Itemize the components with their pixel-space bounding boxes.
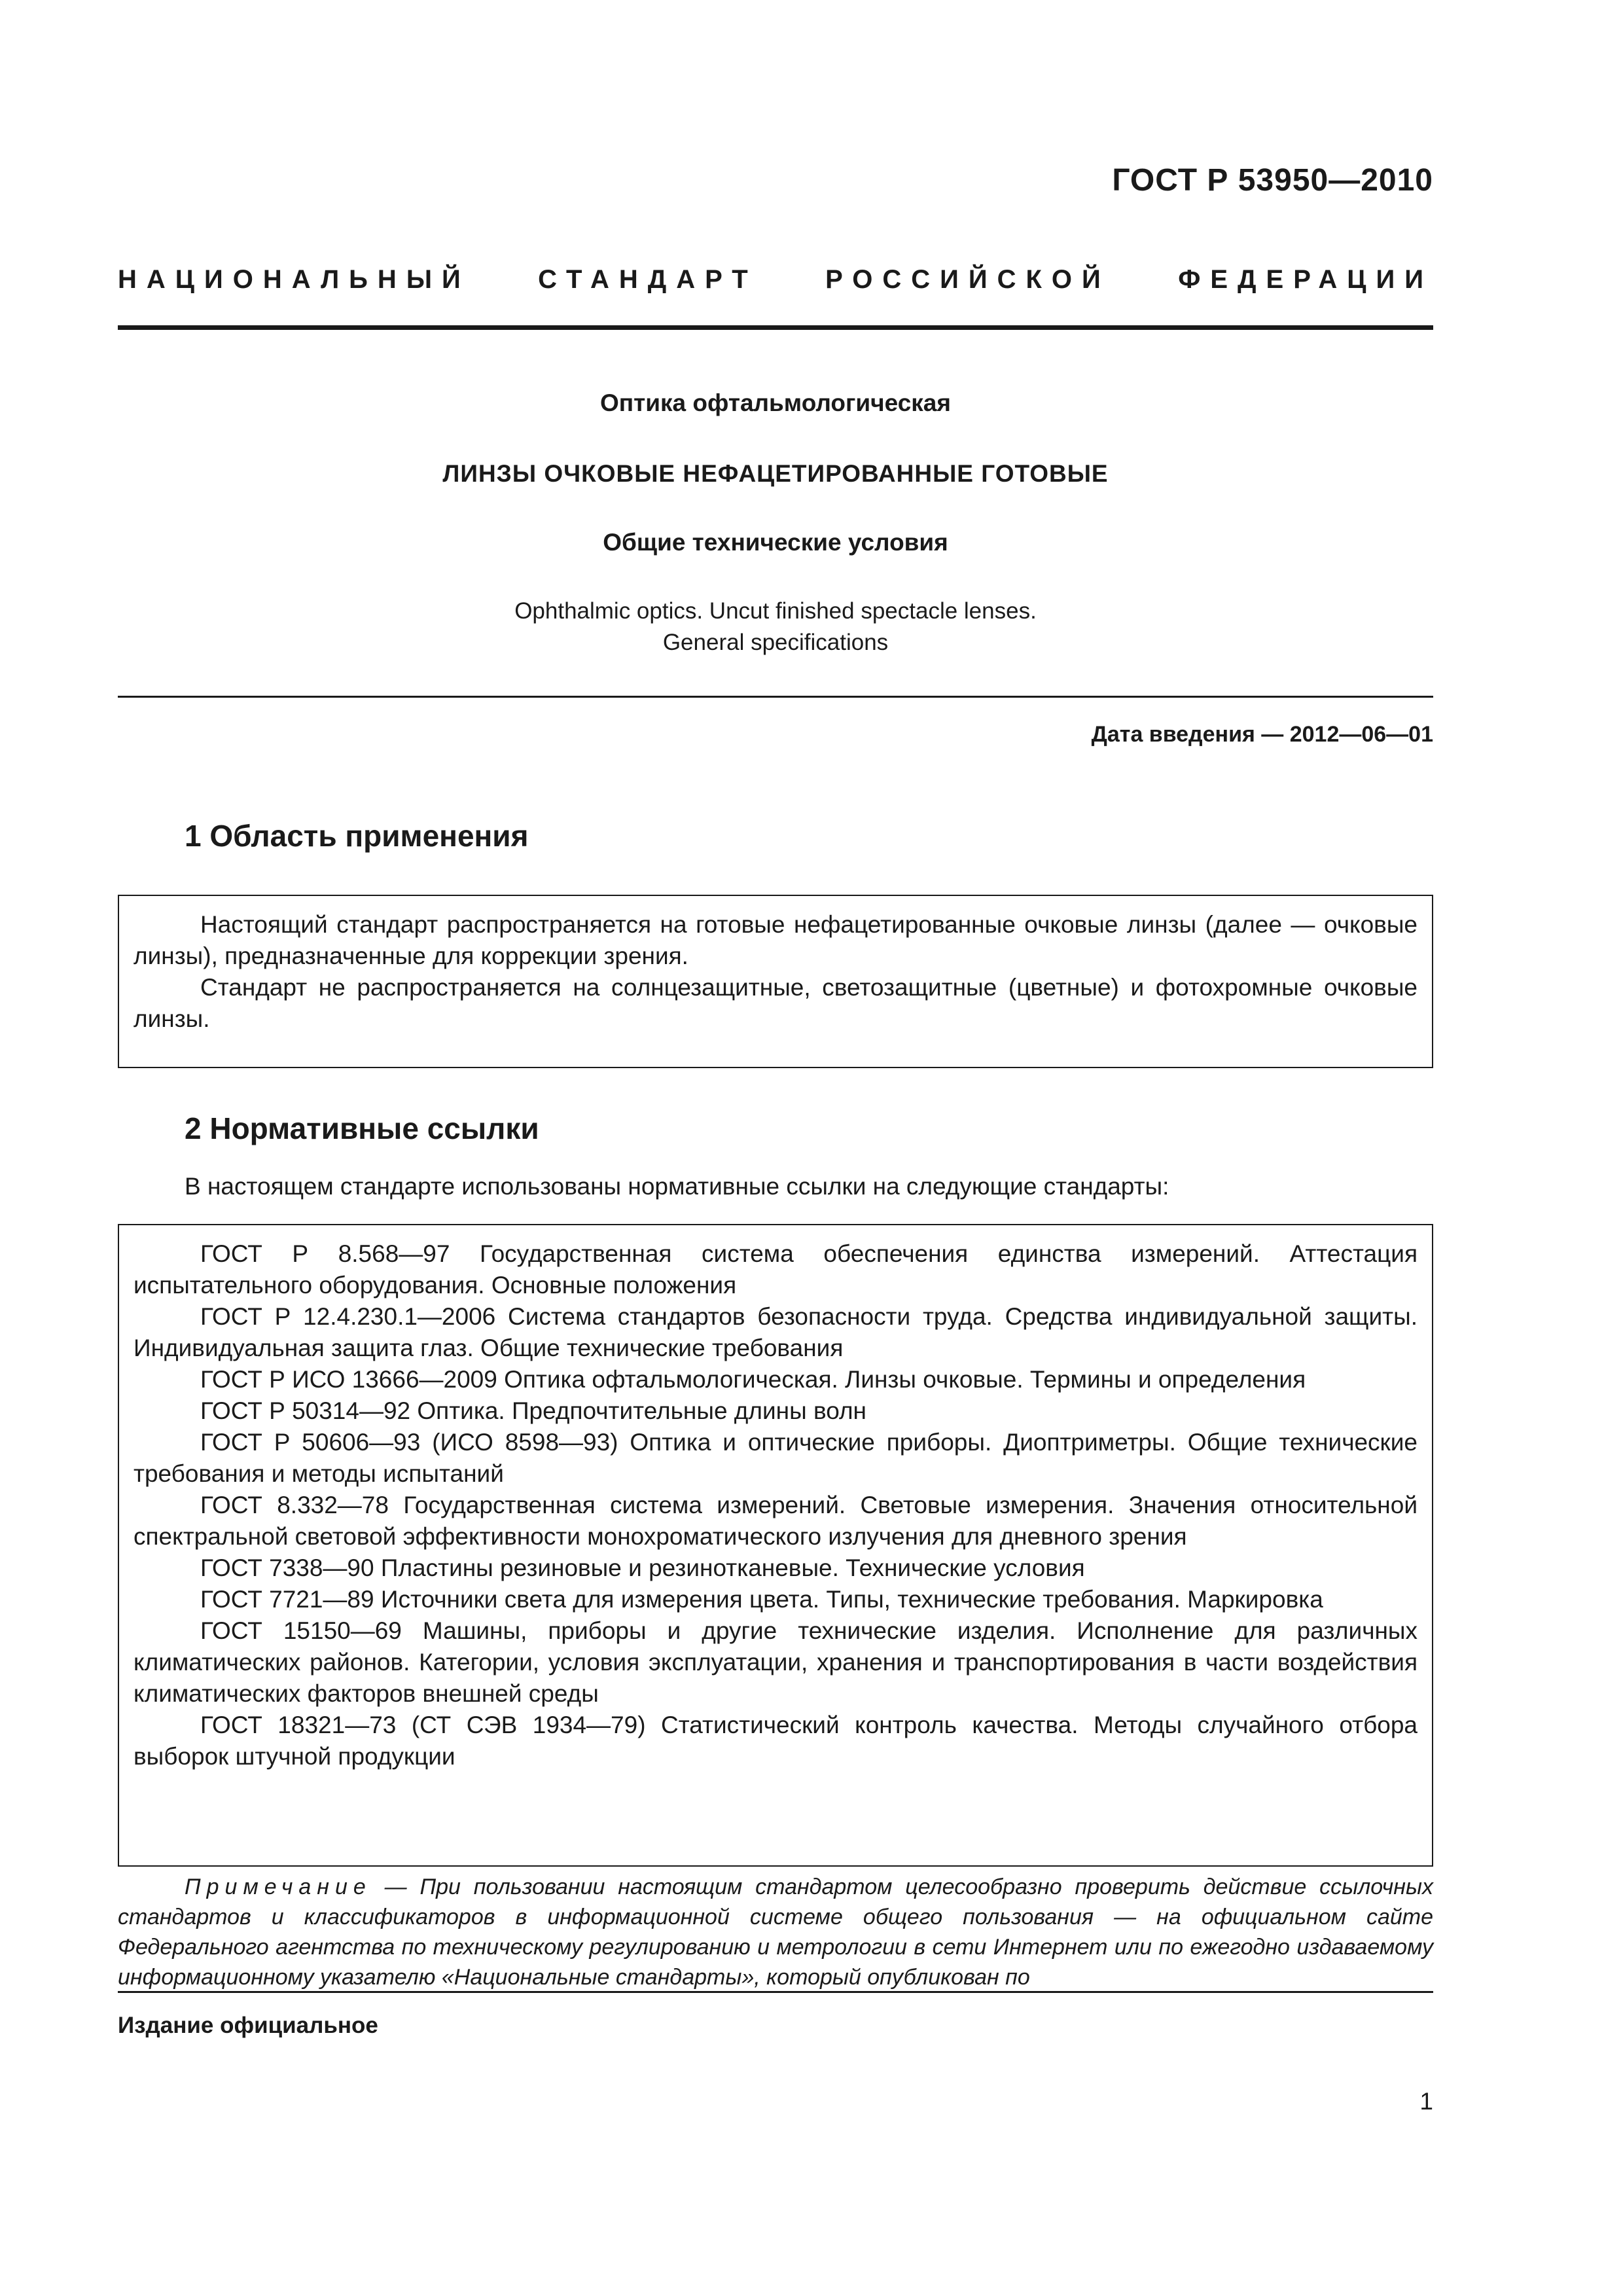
national-title-word: НАЦИОНАЛЬНЫЙ [118, 265, 471, 294]
national-title-word: РОССИЙСКОЙ [825, 265, 1111, 294]
scope-box [118, 895, 1433, 1068]
national-title-word: ФЕДЕРАЦИИ [1178, 265, 1433, 294]
header-divider [118, 325, 1433, 330]
title-divider [118, 696, 1433, 698]
national-standard-title [118, 265, 1433, 295]
section-heading-references: 2 Нормативные ссылки [185, 1111, 539, 1145]
reference-item: ГОСТ Р 50314—92 Оптика. Предпочтительные длины волн [200, 1397, 866, 1424]
scope-paragraph: Стандарт не распространяется на солнцезащитные, светозащитные (цветные) и фотохромные очковые линзы. [134, 974, 1418, 1032]
edition-label: Издание официальное [118, 2013, 378, 2038]
title-spec: Общие технические условия [603, 529, 948, 556]
page-number: 1 [1419, 2088, 1433, 2115]
reference-item: ГОСТ Р 50606—93 (ИСО 8598—93) Оптика и оптические приборы. Диоптриметры. Общие технические требования и методы испытаний [134, 1429, 1418, 1487]
reference-item: ГОСТ 18321—73 (СТ СЭВ 1934—79) Статистический контроль качества. Методы случайного отбора выборок штучной продукции [134, 1712, 1418, 1770]
english-title [118, 596, 1433, 658]
introduction-date: Дата введения — 2012—06—01 [1091, 722, 1433, 747]
reference-item: ГОСТ Р 8.568—97 Государственная система обеспечения единства измерений. Аттестация испытательного оборудования. Основные положения [134, 1240, 1418, 1299]
note-paragraph [118, 1872, 1433, 1992]
english-title-line: General specifications [662, 630, 889, 655]
references-box [118, 1224, 1433, 1867]
reference-item: ГОСТ 8.332—78 Государственная система измерений. Световые измерения. Значения относительной спектральной световой эффективности монохроматического излучения для дневного зрения [134, 1492, 1418, 1550]
references-intro: В настоящем стандарте использованы нормативные ссылки на следующие стандарты: [185, 1173, 1169, 1200]
section-heading-scope: 1 Область применения [185, 819, 529, 853]
document-number: ГОСТ Р 53950—2010 [1112, 163, 1433, 198]
reference-item: ГОСТ Р ИСО 13666—2009 Оптика офтальмологическая. Линзы очковые. Термины и определения [200, 1366, 1306, 1393]
english-title-line: Ophthalmic optics. Uncut finished spectacle lenses. [514, 598, 1037, 624]
reference-item: ГОСТ 7721—89 Источники света для измерения цвета. Типы, технические требования. Маркировка [200, 1586, 1323, 1613]
title-field: Оптика офтальмологическая [600, 389, 951, 416]
reference-item: ГОСТ 15150—69 Машины, приборы и другие технические изделия. Исполнение для различных климатических районов. Категории, условия эксплуатации, хранения и транспортирования в части воздействия климатических факторов внешней среды [134, 1617, 1418, 1707]
reference-item: ГОСТ Р 12.4.230.1—2006 Система стандартов безопасности труда. Средства индивидуальной защиты. Индивидуальная защита глаз. Общие технические требования [134, 1303, 1418, 1361]
national-title-word: СТАНДАРТ [538, 265, 758, 294]
note-text: — При пользовании настоящим стандартом целесообразно проверить действие ссылочных стандартов и классификаторов в информационной системе общего пользования — на официальном сайте Федерального агентства по техническому регулированию и метрологии в сети Интернет или по ежегодно издаваемому информационному указателю «Национальные стандарты», который опубликован по [118, 1874, 1433, 1990]
title-main: ЛИНЗЫ ОЧКОВЫЕ НЕФАЦЕТИРОВАННЫЕ ГОТОВЫЕ [442, 460, 1109, 487]
note-label: Примечание [185, 1874, 372, 1899]
reference-item: ГОСТ 7338—90 Пластины резиновые и резинотканевые. Технические условия [200, 1554, 1085, 1581]
footer-divider [118, 1991, 1433, 1993]
scope-paragraph: Настоящий стандарт распространяется на готовые нефацетированные очковые линзы (далее — очковые линзы), предназначенные для коррекции зрения. [134, 911, 1418, 969]
